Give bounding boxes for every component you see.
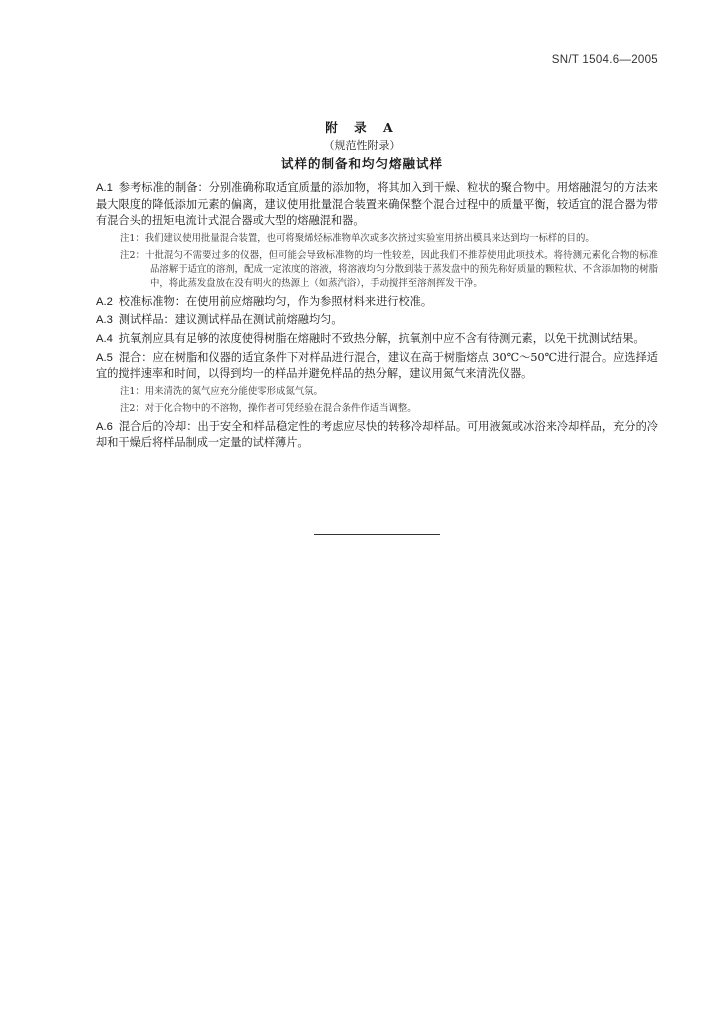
- clause-number: A.5: [96, 351, 113, 364]
- clause-text: 混合：应在树脂和仪器的适宜条件下对样品进行混合，建议在高于树脂熔点 30℃～50℃进行混合。应选择适宜的搅拌速率和时间，以得到均一的样品并避免样品的热分解，建议用氮气来清洗仪器。: [96, 350, 658, 381]
- clause-text: 抗氧剂应具有足够的浓度使得树脂在熔融时不致热分解，抗氧剂中应不含有待测元素，以免干扰测试结果。: [118, 331, 645, 345]
- clause-a6: [96, 419, 658, 452]
- clause-a3: [96, 312, 658, 329]
- clause-number: A.6: [96, 420, 113, 433]
- note-a5-2: 注2：对于化合物中的不溶物，操作者可凭经验在混合条件作适当调整。: [120, 402, 417, 414]
- clause-a4: [96, 331, 658, 348]
- clause-number: A.4: [96, 332, 113, 345]
- clause-text: 校准标准物：在使用前应熔融均匀，作为参照材料来进行校准。: [118, 294, 433, 308]
- annex-title: 试样的制备和均匀熔融试样: [280, 156, 443, 171]
- annex-label: 附 录 A: [325, 120, 399, 135]
- annex-type: （规范性附录）: [323, 139, 401, 152]
- clause-a5: [96, 350, 658, 383]
- clause-number: A.3: [96, 314, 113, 327]
- note-a5-1: 注1：用来清洗的氮气应充分能使零形成氮气氛。: [120, 385, 323, 397]
- clause-number: A.1: [96, 182, 113, 194]
- clause-text: 测试样品：建议测试样品在测试前熔融均匀。: [118, 313, 343, 327]
- annex-body: [96, 180, 658, 454]
- standard-code: SN/T 1504.6—2005: [551, 54, 658, 66]
- clause-a1: [96, 180, 658, 230]
- clause-number: A.2: [96, 295, 113, 308]
- clause-a2: [96, 294, 658, 311]
- clause-text: 混合后的冷却：出于安全和样品稳定性的考虑应尽快的转移冷却样品。可用液氮或冰浴来冷却样品，充分的冷却和干燥后将样品制成一定量的试样薄片。: [96, 419, 658, 450]
- note-a1-1: 注1：我们建议使用批量混合装置，也可将聚烯烃标准物单次或多次挤过实验室用挤出模具来达到均一标样的目的。: [120, 232, 595, 244]
- note-a1-2: 注2：十批混匀不需要过多的仪器，但可能会导致标准物的均一性较差，因此我们不推荐使用此项技术。将待测元素化合物的标准品溶解于适宜的溶剂，配成一定浓度的溶液，将溶液均匀分散到装于蒸发盘中的预先称好质量的颗粒状、不含添加物的树脂中，将此蒸发盘放在没有明火的热源上（如蒸汽浴），手动搅拌至溶剂挥发干净。: [120, 249, 658, 289]
- clause-text: 参考标准的制备：分别准确称取适宜质量的添加物，将其加入到干燥、粒状的聚合物中。用熔融混匀的方法来最大限度的降低添加元素的偏离，建议使用批量混合装置来确保整个混合过程中的质量平衡，较适宜的混合器为带有混合头的扭矩电流计式混合器或大型的熔融混和器。: [96, 181, 658, 228]
- end-rule: [314, 534, 440, 535]
